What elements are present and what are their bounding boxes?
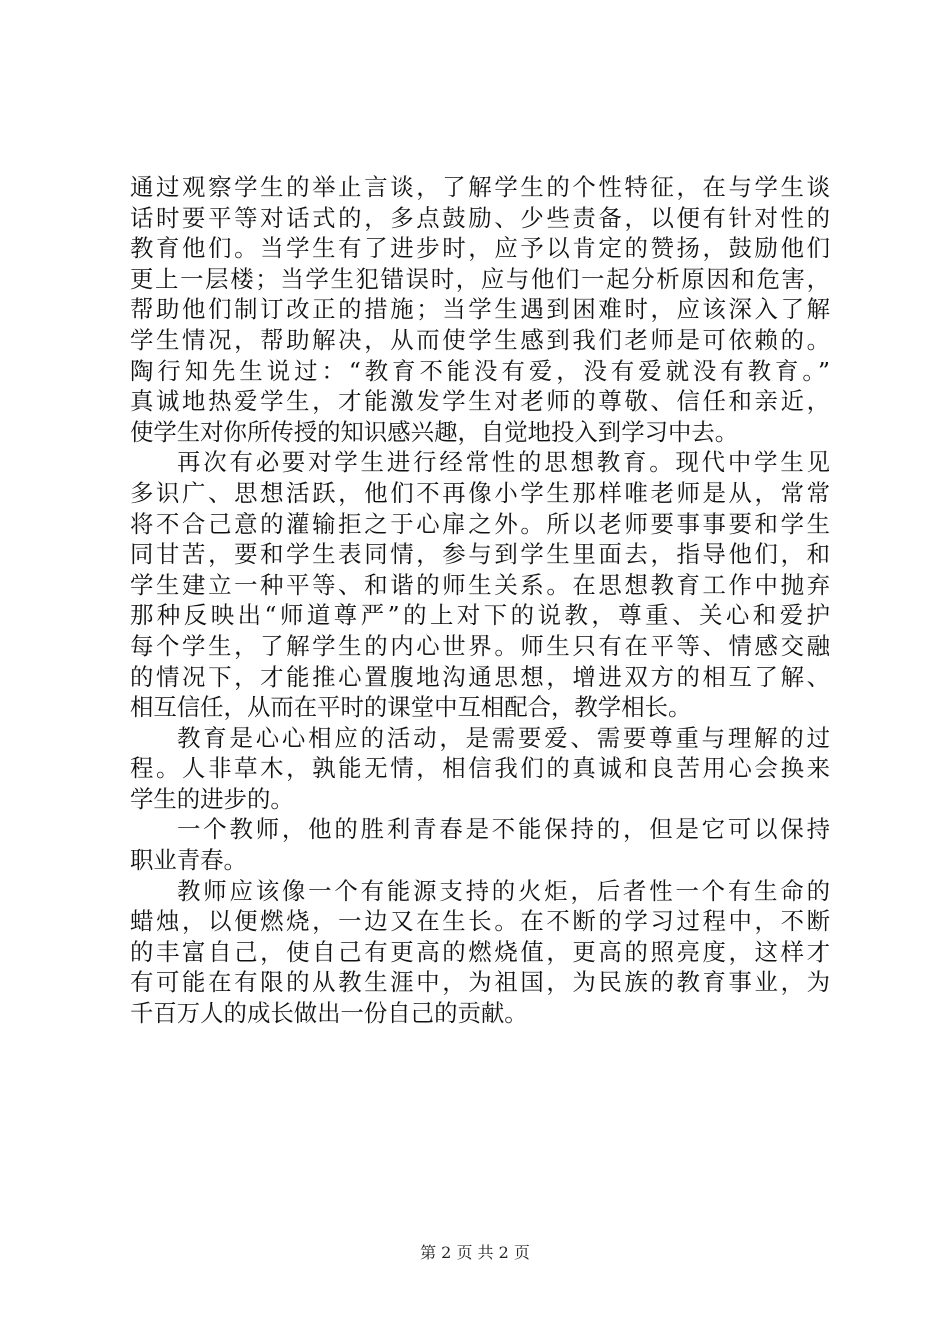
text-line: 通过观察学生的举止言谈，了解学生的个性特征，在与学生谈 xyxy=(130,173,830,201)
text-line: 一个教师，他的胜利青春是不能保持的，但是它可以保持 xyxy=(177,815,830,844)
text-line: 学生情况，帮助解决，从而使学生感到我们老师是可依赖的。 xyxy=(130,325,830,354)
text-line: 职业青春。 xyxy=(130,846,247,875)
text-line: 相互信任，从而在平时的课堂中互相配合，教学相长。 xyxy=(130,693,692,722)
page-footer: 第 2 页 共 2 页 xyxy=(420,1243,530,1262)
text-line: 将不合己意的灌输拒之于心扉之外。所以老师要事事要和学生 xyxy=(130,509,830,538)
text-line: 那种反映出“师道尊严”的上对下的说教，尊重、关心和爱护 xyxy=(130,601,830,630)
text-line: 再次有必要对学生进行经常性的思想教育。现代中学生见 xyxy=(177,448,830,477)
document-body xyxy=(130,172,830,1029)
text-line: 话时要平等对话式的，多点鼓励、少些责备，以便有针对性的 xyxy=(130,203,830,232)
text-line: 真诚地热爱学生，才能激发学生对老师的尊敬、信任和亲近， xyxy=(130,387,830,416)
text-line: 程。人非草木，孰能无情，相信我们的真诚和良苦用心会换来 xyxy=(130,754,830,783)
text-line: 的丰富自己，使自己有更高的燃烧值，更高的照亮度，这样才 xyxy=(130,937,830,966)
text-line: 教师应该像一个有能源支持的火炬，后者性一个有生命的 xyxy=(177,876,830,905)
text-line: 蜡烛，以便燃烧，一边又在生长。在不断的学习过程中，不断 xyxy=(130,907,830,936)
text-line: 千百万人的成长做出一份自己的贡献。 xyxy=(130,999,528,1028)
text-line: 使学生对你所传授的知识感兴趣，自觉地投入到学习中去。 xyxy=(130,417,739,446)
text-line: 帮助他们制订改正的措施；当学生遇到困难时，应该深入了解 xyxy=(130,295,830,324)
text-line: 同甘苦，要和学生表同情，参与到学生里面去，指导他们，和 xyxy=(130,540,830,569)
text-line: 更上一层楼；当学生犯错误时，应与他们一起分析原因和危害， xyxy=(130,264,830,293)
text-line: 每个学生，了解学生的内心世界。师生只有在平等、情感交融 xyxy=(130,631,830,660)
text-line: 教育是心心相应的活动，是需要爱、需要尊重与理解的过 xyxy=(177,723,830,752)
text-line: 的情况下，才能推心置腹地沟通思想，增进双方的相互了解、 xyxy=(130,662,830,691)
text-line: 学生建立一种平等、和谐的师生关系。在思想教育工作中抛弃 xyxy=(130,570,830,599)
text-line: 教育他们。当学生有了进步时，应予以肯定的赞扬，鼓励他们 xyxy=(130,234,830,263)
text-line: 多识广、思想活跃，他们不再像小学生那样唯老师是从，常常 xyxy=(130,478,830,507)
text-line: 陶行知先生说过：“教育不能没有爱，没有爱就没有教育。” xyxy=(130,356,830,385)
text-line: 有可能在有限的从教生涯中，为祖国，为民族的教育事业，为 xyxy=(130,968,830,997)
text-line: 学生的进步的。 xyxy=(130,784,294,813)
